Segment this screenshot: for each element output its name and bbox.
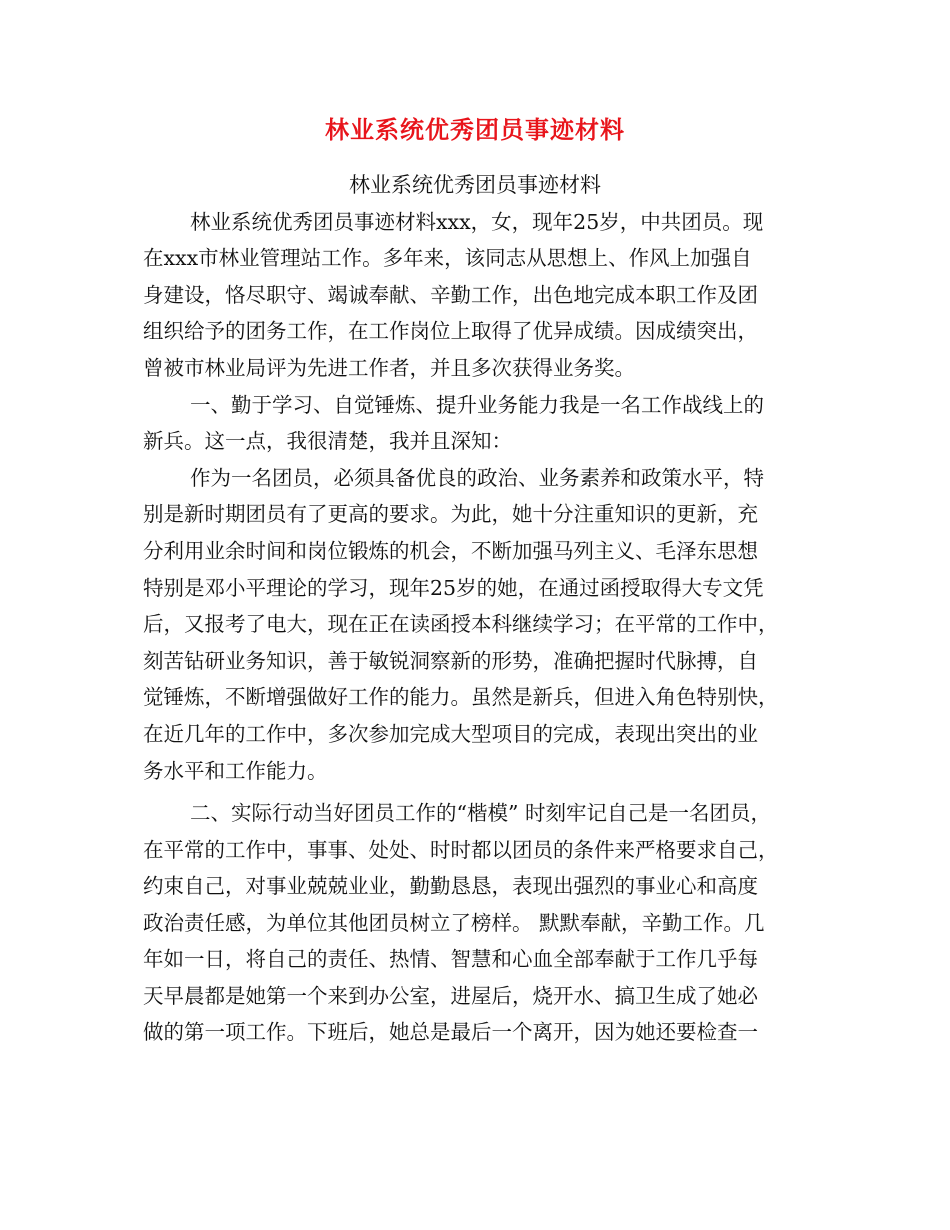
body-line: 政治责任感，为单位其他团员树立了榜样。 默默奉献，辛勤工作。几	[143, 911, 765, 935]
body-line: 在近几年的工作中，多次参加完成大型项目的完成，表现出突出的业	[143, 722, 758, 746]
body-line: 觉锤炼，不断增强做好工作的能力。虽然是新兵，但进入角色特别快，	[143, 685, 779, 709]
body-line: 约束自己，对事业兢兢业业，勤勤恳恳，表现出强烈的事业心和高度	[143, 874, 758, 898]
body-line: 特别是邓小平理论的学习，现年25岁的她，在通过函授取得大专文凭	[143, 576, 764, 600]
document-subtitle: 林业系统优秀团员事迹材料	[349, 173, 601, 197]
body-line: 年如一日，将自己的责任、热情、智慧和心血全部奉献于工作几乎每	[143, 947, 758, 971]
body-line: 在xxx市林业管理站工作。多年来，该同志从思想上、作风上加强自	[143, 246, 752, 270]
body-line: 分利用业余时间和岗位锻炼的机会，不断加强马列主义、毛泽东思想	[143, 539, 758, 563]
body-line: 曾被市林业局评为先进工作者，并且多次获得业务奖。	[143, 356, 635, 380]
body-line: 在平常的工作中，事事、处处、时时都以团员的条件来严格要求自己，	[143, 838, 779, 862]
body-line: 别是新时期团员有了更高的要求。为此，她十分注重知识的更新，充	[143, 502, 758, 526]
body-line: 组织给予的团务工作，在工作岗位上取得了优异成绩。因成绩突出，	[143, 319, 758, 343]
body-line: 新兵。这一点，我很清楚，我并且深知：	[143, 429, 512, 453]
body-line: 身建设，恪尽职守、竭诚奉献、辛勤工作，出色地完成本职工作及团	[143, 283, 758, 307]
body-line: 一、勤于学习、自觉锤炼、提升业务能力我是一名工作战线上的	[190, 393, 764, 417]
body-line: 做的第一项工作。下班后，她总是最后一个离开，因为她还要检查一	[143, 1020, 758, 1044]
body-line: 刻苦钻研业务知识，善于敏锐洞察新的形势，准确把握时代脉搏，自	[143, 649, 758, 673]
body-line: 林业系统优秀团员事迹材料xxx，女，现年25岁，中共团员。现	[190, 210, 764, 234]
body-line: 二、实际行动当好团员工作的“楷模” 时刻牢记自己是一名团员，	[190, 801, 771, 825]
document-title: 林业系统优秀团员事迹材料	[325, 115, 625, 144]
body-line: 天早晨都是她第一个来到办公室，进屋后，烧开水、搞卫生成了她必	[143, 984, 758, 1008]
body-line: 务水平和工作能力。	[143, 759, 328, 783]
body-line: 后，又报考了电大，现在正在读函授本科继续学习；在平常的工作中，	[143, 612, 779, 636]
body-line: 作为一名团员，必须具备优良的政治、业务素养和政策水平，特	[190, 466, 764, 490]
